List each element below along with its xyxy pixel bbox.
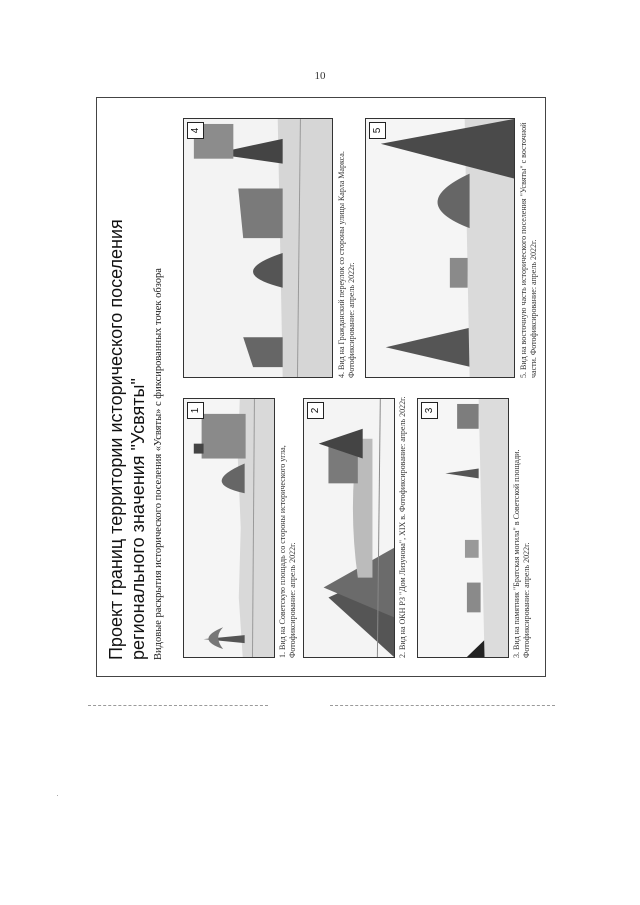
sheet-header	[105, 110, 166, 660]
photo-panel-3	[417, 398, 509, 658]
panel-number-3: 3	[421, 402, 438, 419]
dashed-rule-right	[330, 705, 555, 706]
photo-caption-1: 1. Вид на Советскую площадь со стороны исторического угла, Фотофиксирование: апрель 2022г.	[278, 445, 297, 658]
sheet-title-line-1: Проект границ территории исторического поселения	[106, 219, 126, 660]
photo-caption-4: 4. Вид на Гражданский переулок со стороны улицы Карла Маркса. Фотофиксирование: апрель 2022г.	[337, 151, 356, 378]
photo-5	[365, 118, 515, 378]
photo-1-image	[184, 399, 274, 657]
rotated-sheet-content	[97, 98, 547, 678]
photo-5-image	[366, 119, 514, 377]
photo-2	[303, 398, 395, 658]
photo-caption-3: 3. Вид на памятник "Братская могила" в Советской площади. Фотофиксирование: апрель 2022г.	[512, 449, 531, 658]
photo-panel-1	[183, 398, 275, 658]
photo-panel-2	[303, 398, 395, 658]
photo-1	[183, 398, 275, 658]
photo-2-image	[304, 399, 394, 657]
photo-3-image	[418, 399, 508, 657]
photo-panel-5	[365, 118, 515, 378]
panel-number-1: 1	[187, 402, 204, 419]
scan-speck	[57, 795, 58, 796]
photo-4-image	[184, 119, 332, 377]
photo-caption-2: 2. Вид на ОКН РЗ "Дом Лизунова", XIX в. Фотофиксирование: апрель 2022г.	[398, 396, 407, 658]
photo-panel-4	[183, 118, 333, 378]
landscape-sheet	[96, 97, 546, 677]
panel-number-2: 2	[307, 402, 324, 419]
photo-4	[183, 118, 333, 378]
page-number: 10	[314, 70, 326, 82]
photo-caption-5: 5. Вид на восточную часть исторического поселения "Усвяты" с восточной части. Фотофиксирование: апрель 2022г.	[519, 122, 538, 378]
panel-number-4: 4	[187, 122, 204, 139]
photo-3	[417, 398, 509, 658]
panel-number-5: 5	[369, 122, 386, 139]
sheet-title-line-2: регионального значения "Усвяты"	[128, 378, 148, 660]
dashed-rule-left	[88, 705, 268, 706]
sheet-subtitle: Видовые раскрытия исторического поселения «Усвяты» с фиксированных точек обзора	[153, 268, 164, 660]
